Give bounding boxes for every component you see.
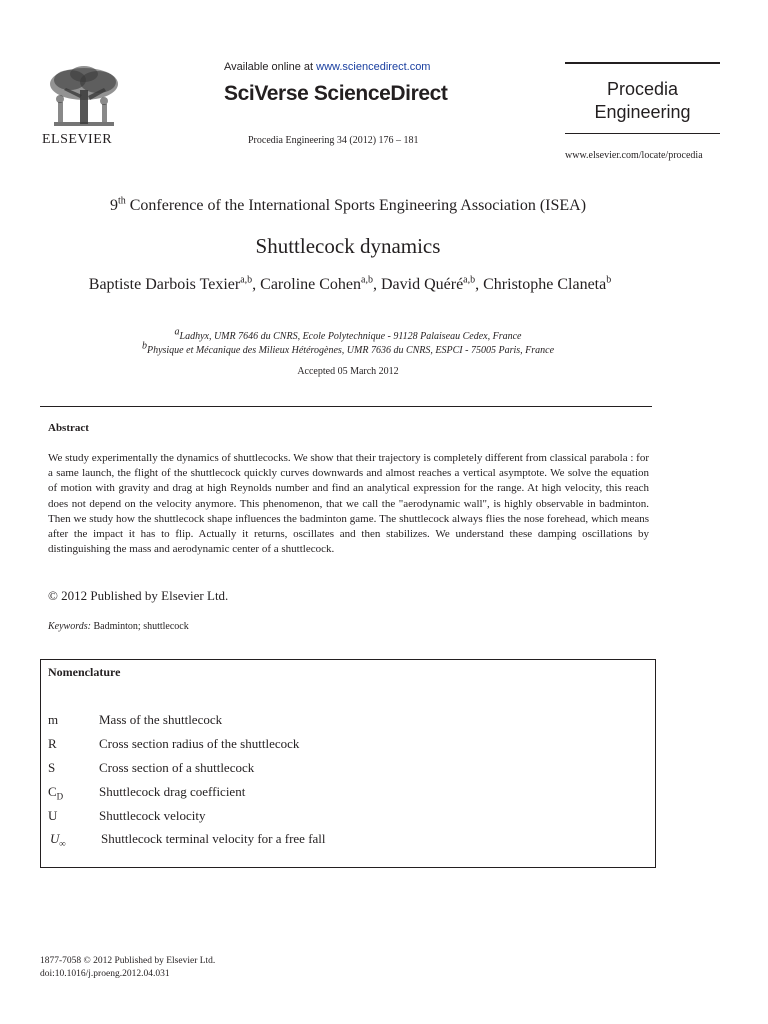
- nomenclature-symbol: $U_\infty$: [50, 831, 66, 849]
- conference-name: Conference of the International Sports Engineering Association (ISEA): [125, 197, 587, 214]
- affiliation-mark: b: [141, 340, 147, 352]
- author-affiliation-mark: a,b: [240, 274, 253, 286]
- keywords-label: Keywords:: [48, 621, 91, 632]
- available-online-line: [224, 61, 430, 73]
- author-separator: ,: [252, 276, 261, 293]
- affiliation-text: Physique et Mécanique des Milieux Hétérogènes, UMR 7636 du CNRS, ESPCI - 75005 Paris, France: [146, 345, 555, 356]
- affiliation-mark: a: [174, 326, 180, 338]
- conference-line: [0, 197, 696, 215]
- copyright-line: © 2012 Published by Elsevier Ltd.: [48, 588, 229, 603]
- nomenclature-definition: Shuttlecock velocity: [99, 808, 206, 823]
- nomenclature-definition: Cross section of a shuttlecock: [99, 760, 255, 775]
- affiliation: [0, 340, 696, 358]
- keywords-value: Badminton; shuttlecock: [90, 621, 189, 632]
- journal-reference: Procedia Engineering 34 (2012) 176 – 181: [248, 135, 419, 146]
- paper-title: Shuttlecock dynamics: [255, 234, 441, 258]
- publisher-name: ELSEVIER: [42, 132, 113, 147]
- nomenclature-definition: Shuttlecock drag coefficient: [99, 784, 246, 799]
- author-affiliation-mark: b: [606, 274, 612, 286]
- author-list: [70, 275, 630, 295]
- sciencedirect-link[interactable]: www.sciencedirect.com: [316, 61, 431, 73]
- journal-url-link[interactable]: www.elsevier.com/locate/procedia: [565, 150, 703, 161]
- author-name: David Quéré: [380, 276, 464, 293]
- nomenclature-definition: Shuttlecock terminal velocity for a free fall: [101, 831, 326, 846]
- nomenclature-symbol: S: [48, 760, 56, 775]
- journal-brand: [565, 78, 720, 124]
- platform-name: SciVerse ScienceDirect: [224, 82, 448, 105]
- author-affiliation-mark: a,b: [361, 274, 373, 286]
- conference-ordinal: 9: [109, 197, 118, 214]
- affiliation-list: [0, 326, 696, 358]
- brand-top-rule: [565, 62, 720, 64]
- nomenclature-definition: Mass of the shuttlecock: [99, 712, 223, 727]
- nomenclature-subscript: D: [56, 791, 64, 802]
- brand-line-1: Procedia: [606, 79, 679, 99]
- available-online-prefix: Available online at: [224, 61, 317, 73]
- affiliation: [0, 326, 696, 344]
- author-name: Caroline Cohen: [260, 276, 362, 293]
- nomenclature-symbol: R: [48, 736, 57, 751]
- footer: [40, 955, 215, 981]
- brand-bottom-rule: [565, 133, 720, 134]
- brand-line-2: Engineering: [594, 102, 691, 122]
- affiliation-text: Ladhyx, UMR 7646 du CNRS, Ecole Polytechnique - 91128 Palaiseau Cedex, France: [179, 331, 522, 342]
- nomenclature-subscript: ∞: [59, 838, 66, 849]
- author-separator: ,: [372, 276, 381, 293]
- abstract-body: We study experimentally the dynamics of shuttlecocks. We show that their trajectory is completely different from classical parabola : for a same launch, the flight of the shuttlecock quickly curves downwards and almost reaches a vertical asymptote. We solve the equation of motion with gravity and drag at high Reynolds number and find an analytical expression for the range. At high velocity, this reach does not depend on the velocity anymore. This phenomenon, that we call the "aerodynamic wall", is highly observable in badminton. Then we study how the shuttlecock shape influences the badminton game. The shuttlecock always flies the nose forehead, which means after the impact it has to flip. Actually it returns, oscillates and then stabilizes. We understand these damping oscillations by distinguishing the mass and aerodynamic center of a shuttlecock.: [48, 452, 649, 556]
- author: [260, 276, 381, 293]
- author-name: Christophe Claneta: [483, 276, 607, 293]
- nomenclature-definition: Cross section radius of the shuttlecock: [99, 736, 300, 751]
- accepted-date: Accepted 05 March 2012: [297, 366, 399, 377]
- conference-ordinal-suffix: th: [117, 195, 126, 207]
- nomenclature-symbol: U: [48, 808, 58, 823]
- nomenclature-heading: Nomenclature: [48, 665, 121, 679]
- abstract-rule: [40, 406, 652, 407]
- abstract-heading: Abstract: [48, 422, 89, 434]
- author-name: Baptiste Darbois Texier: [88, 276, 241, 293]
- footer-doi[interactable]: doi:10.1016/j.proeng.2012.04.031: [40, 969, 170, 979]
- nomenclature-symbol: m: [48, 712, 59, 727]
- author: [89, 276, 260, 293]
- footer-issn: 1877-7058 © 2012 Published by Elsevier Ltd.: [40, 956, 216, 966]
- nomenclature-symbol: $C_D$: [48, 784, 64, 802]
- author: [483, 276, 611, 293]
- author-affiliation-mark: a,b: [463, 274, 476, 286]
- author: [381, 276, 483, 293]
- keywords-line: [48, 621, 189, 632]
- author-separator: ,: [475, 276, 484, 293]
